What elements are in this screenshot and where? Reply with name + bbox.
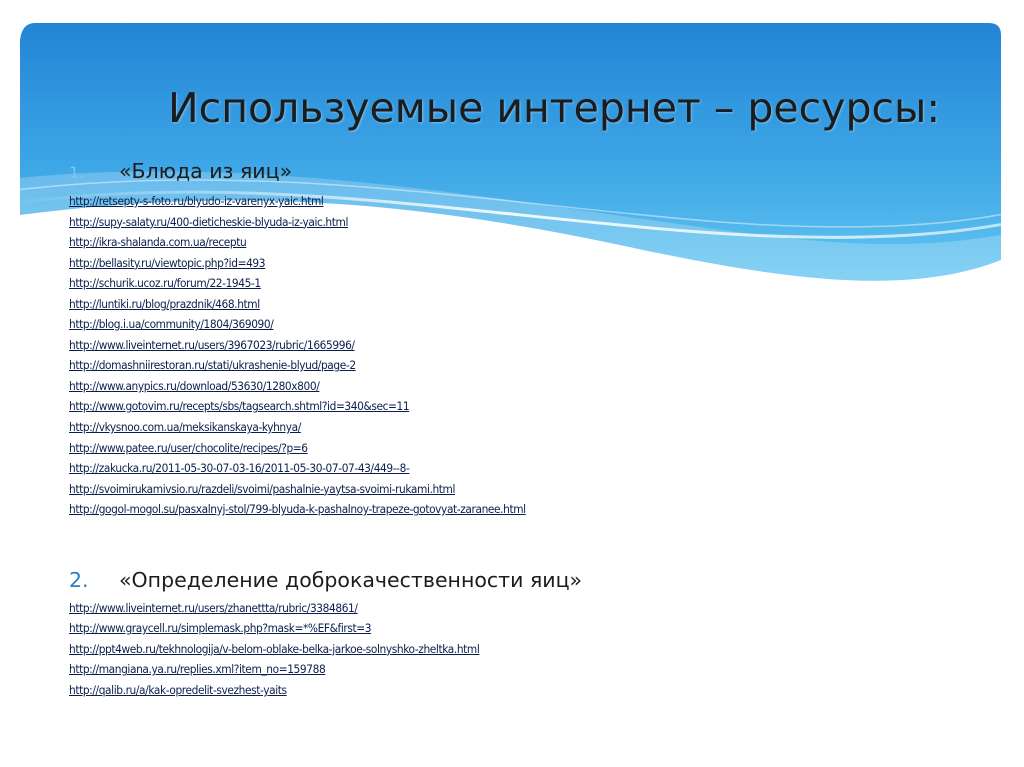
resource-link[interactable]: http://www.liveinternet.ru/users/zhanettta/rubric/3384861/ [69,600,358,615]
section-eggs-dishes [69,156,999,519]
list-item [69,395,999,416]
resource-link[interactable]: http://supy-salaty.ru/400-dieticheskie-blyuda-iz-yaic.html [69,214,349,229]
resource-link[interactable]: http://schurik.ucoz.ru/forum/22-1945-1 [69,276,261,291]
list-item [69,313,999,334]
list-item [69,658,999,679]
resource-link[interactable]: http://gogol-mogol.su/pasxalnyj-stol/799-blyuda-k-pashalnoy-trapeze-gotovyat-zaranee.html [69,502,526,517]
list-item [69,375,999,396]
section-egg-quality [69,565,999,700]
list-item [69,416,999,437]
list-item [69,334,999,355]
section-number: 1. [69,163,85,182]
list-item [69,272,999,293]
list-item [69,211,999,232]
list-item [69,597,999,618]
resource-link[interactable]: http://www.patee.ru/user/chocolite/recipes/?p=6 [69,440,308,455]
resource-link[interactable]: http://mangiana.ya.ru/replies.xml?item_no=159788 [69,662,326,677]
list-item [69,679,999,700]
section-heading [69,565,999,595]
resource-link[interactable]: http://bellasity.ru/viewtopic.php?id=493 [69,255,266,270]
resource-link[interactable]: http://retsepty-s-foto.ru/blyudo-iz-varenyx-yaic.html [69,194,324,208]
list-item [69,354,999,375]
resource-link[interactable]: http://www.graycell.ru/simplemask.php?mask=*%EF&first=3 [69,621,372,636]
list-item [69,293,999,314]
resource-link[interactable]: http://domashniirestoran.ru/stati/ukrashenie-blyud/page-2 [69,358,356,373]
list-item [69,638,999,659]
section-title: «Определение доброкачественности яиц» [119,567,583,592]
slide-content [69,156,999,699]
resource-link[interactable]: http://vkysnoo.com.ua/meksikanskaya-kyhnya/ [69,420,301,435]
resource-link[interactable]: http://qalib.ru/a/kak-opredelit-svezhest-yaits [69,682,287,697]
list-item [69,252,999,273]
link-list [69,190,999,519]
list-item [69,617,999,638]
list-item [69,498,999,519]
list-item [69,437,999,458]
resource-link[interactable]: http://ppt4web.ru/tekhnologija/v-belom-oblake-belka-jarkoe-solnyshko-zheltka.html [69,641,480,656]
list-item [69,231,999,252]
slide-title: Используемые интернет – ресурсы: [168,84,941,132]
list-item [69,478,999,499]
link-list [69,597,999,700]
section-title: «Блюда из яиц» [119,159,293,183]
resource-link[interactable]: http://www.gotovim.ru/recepts/sbs/tagsearch.shtml?id=340&sec=11 [69,399,410,414]
resource-link[interactable]: http://www.anypics.ru/download/53630/1280x800/ [69,378,320,393]
section-number: 2. [69,567,89,592]
list-item [69,190,999,211]
list-item [69,457,999,478]
resource-link[interactable]: http://blog.i.ua/community/1804/369090/ [69,317,274,332]
resource-link[interactable]: http://ikra-shalanda.com.ua/receptu [69,235,247,250]
resource-link[interactable]: http://luntiki.ru/blog/prazdnik/468.html [69,296,260,311]
resource-link[interactable]: http://svoimirukamivsio.ru/razdeli/svoimi/pashalnie-yaytsa-svoimi-rukami.html [69,481,456,496]
section-heading [69,156,999,188]
resource-link[interactable]: http://zakucka.ru/2011-05-30-07-03-16/2011-05-30-07-07-43/449--8- [69,461,410,476]
resource-link[interactable]: http://www.liveinternet.ru/users/3967023/rubric/1665996/ [69,337,355,352]
